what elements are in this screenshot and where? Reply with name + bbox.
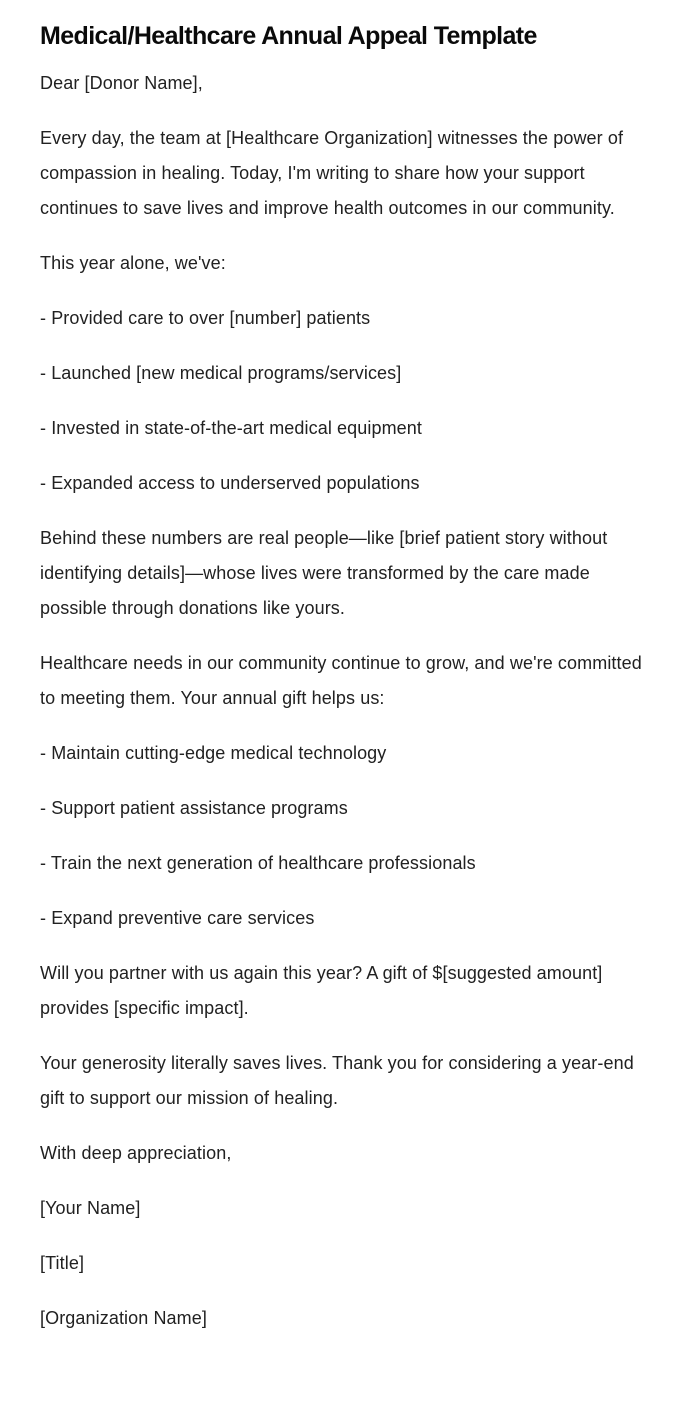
list-item-technology: - Maintain cutting-edge medical technology	[40, 743, 387, 763]
list-item-assistance: - Support patient assistance programs	[40, 798, 348, 818]
list-item-preventive-care: - Expand preventive care services	[40, 908, 315, 928]
closing-line: With deep appreciation,	[40, 1143, 232, 1163]
list-item-equipment: - Invested in state-of-the-art medical equipment	[40, 418, 422, 438]
document-title: Medical/Healthcare Annual Appeal Template	[40, 22, 537, 50]
list-item-access: - Expanded access to underserved populations	[40, 473, 420, 493]
signature-title: [Title]	[40, 1253, 85, 1273]
list-item-patients: - Provided care to over [number] patients	[40, 308, 371, 328]
paragraph-intro: Every day, the team at [Healthcare Organization] witnesses the power of compassion in healing. Today, I'm writing to share how your support continues to save lives and improve health outcomes in our community.	[40, 128, 624, 218]
paragraph-year-lead-in: This year alone, we've:	[40, 253, 226, 273]
paragraph-patient-story: Behind these numbers are real people—like [brief patient story without identifying details]—whose lives were transformed by the care made possible through donations like yours.	[40, 528, 608, 618]
paragraph-gift-lead-in: Healthcare needs in our community continue to grow, and we're committed to meeting them. Your annual gift helps us:	[40, 653, 642, 708]
list-item-training: - Train the next generation of healthcare professionals	[40, 853, 476, 873]
paragraph-thank-you: Your generosity literally saves lives. Thank you for considering a year-end gift to support our mission of healing.	[40, 1053, 634, 1108]
signature-organization: [Organization Name]	[40, 1308, 207, 1328]
signature-name: [Your Name]	[40, 1198, 141, 1218]
salutation: Dear [Donor Name],	[40, 73, 203, 93]
paragraph-ask: Will you partner with us again this year? A gift of $[suggested amount] provides [specific impact].	[40, 963, 603, 1018]
list-item-programs: - Launched [new medical programs/services]	[40, 363, 402, 383]
